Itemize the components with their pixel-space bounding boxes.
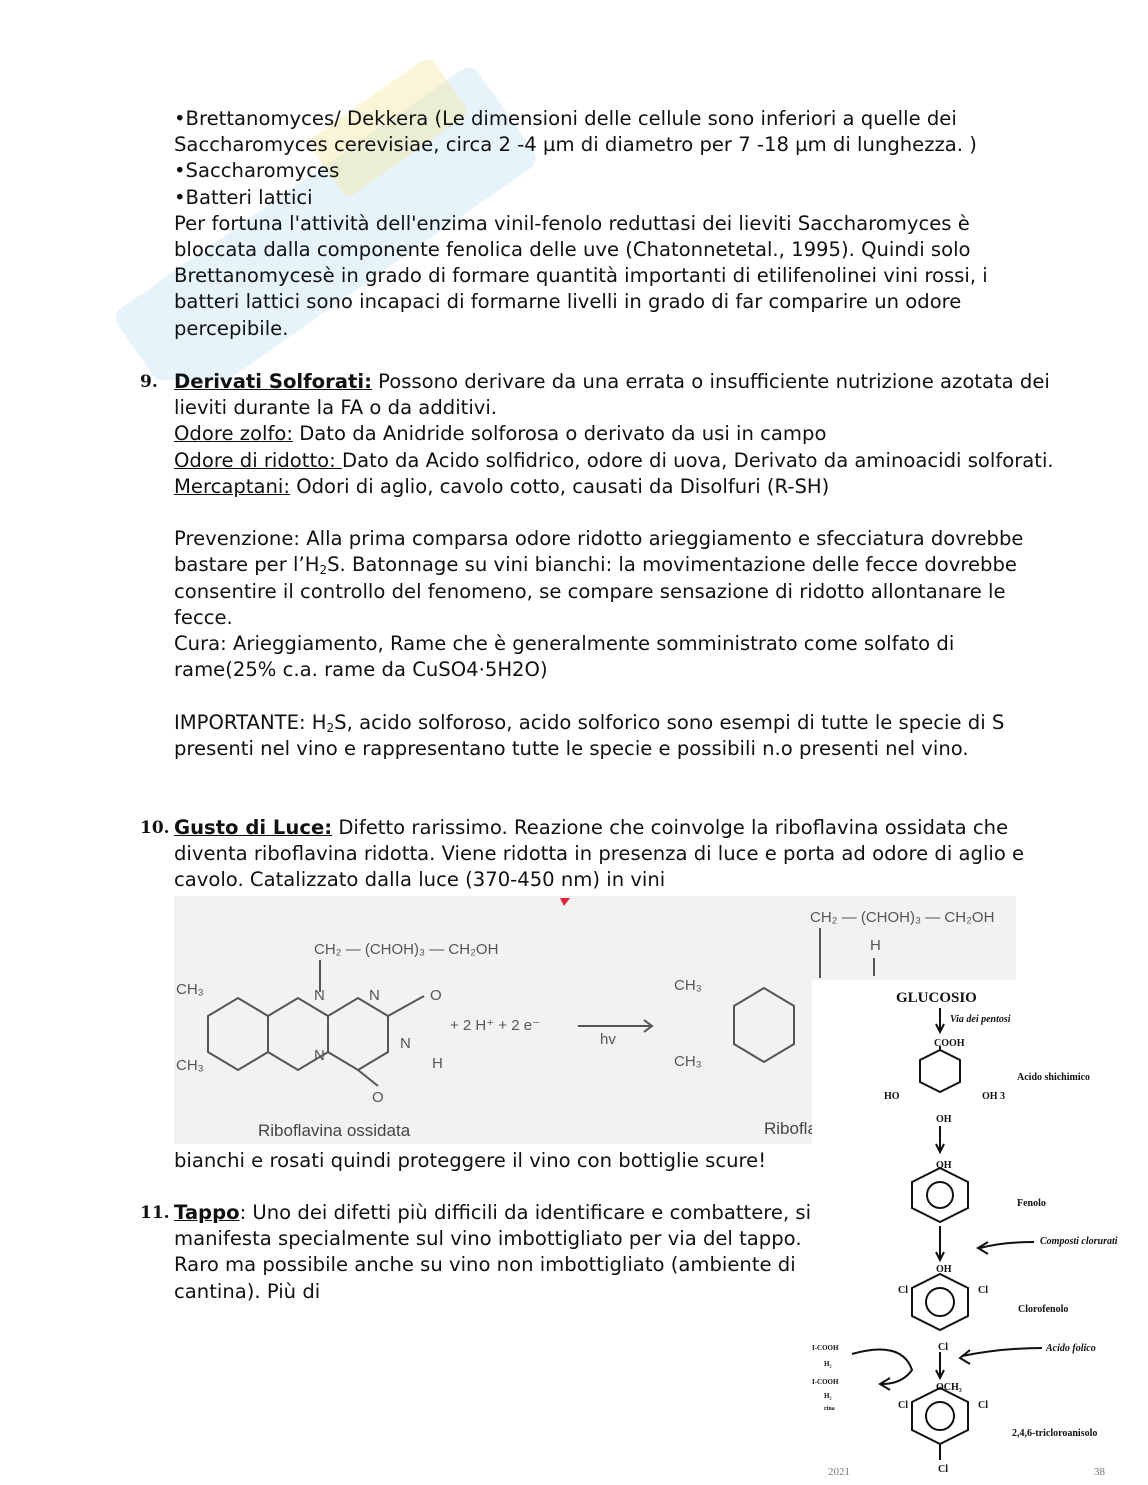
fig-glu-side-5: rina xyxy=(824,1406,835,1412)
fig-ribo-chain-left: CH₂ — (CHOH)₃ — CH₂OH xyxy=(314,941,499,958)
bullet-brettanomyces: •Brettanomyces/ Dekkera (Le dimensioni delle cellule sono inferiori a quelle dei Saccharomyces cerevisiae, circa 2 -4 µm di diametro per 7 -18 µm di lunghezza. ) xyxy=(174,107,977,157)
fig-ribo-h1: H xyxy=(432,1055,443,1072)
fig-glu-fenolo: Fenolo xyxy=(1017,1198,1046,1209)
fig-glu-acido-folico: Acido folico xyxy=(1046,1343,1096,1354)
odor-mercaptani-label: Mercaptani: xyxy=(174,474,290,498)
fig-glu-composti: Composti clorurati xyxy=(1040,1236,1118,1247)
fig-glu-title: GLUCOSIO xyxy=(896,990,977,1006)
important-text-a: IMPORTANTE: H xyxy=(174,710,327,734)
fig-ribo-o1: O xyxy=(430,987,442,1004)
fig-glu-cl5: Cl xyxy=(978,1400,988,1411)
odor-ridotto-label: Odore di ridotto: xyxy=(174,448,342,472)
odor-mercaptani-text: Odori di aglio, cavolo cotto, causati da Disolfuri (R-SH) xyxy=(289,474,830,498)
section-11-paragraph xyxy=(174,1200,814,1305)
fig-glu-ring-tca xyxy=(912,1388,968,1444)
fig-glu-pathway: Via dei pentosi xyxy=(950,1014,1011,1025)
prevention-subscript: 2 xyxy=(319,563,328,578)
fig-glu-side-3: I-COOH xyxy=(812,1378,839,1386)
section-10-paragraph xyxy=(174,815,1054,894)
fig-glu-cl4: Cl xyxy=(898,1400,908,1411)
fig-glu-ring-shikimic xyxy=(920,1050,960,1092)
fig-ribo-o2: O xyxy=(372,1089,384,1106)
section-11-number: 11. xyxy=(140,1203,170,1223)
intro-block xyxy=(174,106,1054,342)
fig-glu-side-2: H₂ xyxy=(824,1360,832,1368)
section-10-continuation: bianchi e rosati quindi proteggere il vino con bottiglie scure! xyxy=(174,1149,767,1172)
fig-glu-shikimic: Acido shichimico xyxy=(1017,1072,1091,1083)
fig-ribo-ch3-1: CH₃ xyxy=(176,981,204,998)
fig-ribo-ch3-2: CH₃ xyxy=(176,1057,204,1074)
fig-ribo-n6: N xyxy=(812,1045,823,1062)
fig-glu-oh3: OH 3 xyxy=(982,1091,1006,1102)
section-10-text: Difetto rarissimo. Reazione che coinvolge la riboflavina ossidata che diventa riboflavina ridotta. Viene ridotta in presenza di luce e porta ad odore di aglio e cavolo. Catalizzato dalla luce (370-450 nm) in vini xyxy=(174,816,1025,892)
odor-ridotto-text: Dato da Acido solfidrico, odore di uova, Derivato da aminoacidi solforati. xyxy=(341,448,1054,472)
fig-ribo-ring-c xyxy=(328,998,388,1070)
section-9-title: Derivati Solforati: xyxy=(174,370,372,393)
section-11-text: : Uno dei difetti più difficili da identificare e combattere, si manifesta specialmente sul vino imbottigliato per via del tappo. Raro ma possibile anche su vino non imbottigliato (ambiente di cantina). Più di xyxy=(174,1201,812,1303)
fig-ribo-chain-right: CH₂ — (CHOH)₃ — CH₂OH xyxy=(810,909,995,926)
fig-glu-tca: 2,4,6-tricloroanisolo xyxy=(1012,1428,1098,1439)
important-text-b: S, acido solforoso, acido solforico sono esempi di tutte le specie di S presenti nel vino e rappresentano tutte le specie e possibili n.o presenti nel vino. xyxy=(174,710,1005,760)
fig-ribo-h2: H xyxy=(870,937,881,954)
fig-glu-oh2: OH xyxy=(936,1160,952,1171)
intro-paragraph: Per fortuna l'attività dell'enzima vinil-fenolo reduttasi dei lieviti Saccharomyces è bloccata dalla componente fenolica delle uve (Chatonnetetal., 1995). Quindi solo Brettanomycesè in grado di formare quantità importanti di etilifenolinei vini rossi, i batteri lattici sono incapaci di formarne livelli in grado di far comparire un odore percepibile. xyxy=(174,211,988,340)
fig-ribo-ring-d xyxy=(734,988,794,1062)
fig-ribo-reagents: + 2 H⁺ + 2 e⁻ xyxy=(450,1017,541,1034)
important-subscript: 2 xyxy=(326,720,335,735)
glucose-tca-pathway-figure xyxy=(812,980,1148,1480)
fig-ribo-n2: N xyxy=(369,987,380,1004)
section-11 xyxy=(174,1200,814,1305)
prevention-paragraph xyxy=(174,526,1054,631)
section-9 xyxy=(174,369,1054,762)
fig-ribo-n5: N xyxy=(812,981,823,998)
section-10-continuation-block xyxy=(174,1148,814,1174)
fig-ribo-ring-a xyxy=(208,998,268,1070)
footer-page-number: 38 xyxy=(1094,1466,1105,1478)
odor-mercaptani xyxy=(174,474,1054,500)
section-9-number: 9. xyxy=(140,372,158,392)
fig-glu-cl6: Cl xyxy=(938,1464,948,1475)
odor-zolfo xyxy=(174,421,1054,447)
fig-ribo-ch3-4: CH₃ xyxy=(674,1053,702,1070)
fig-ribo-hv: hv xyxy=(600,1031,616,1048)
section-10-number: 10. xyxy=(140,818,170,838)
section-10-title: Gusto di Luce: xyxy=(174,816,333,839)
section-10 xyxy=(174,815,1054,894)
fig-ribo-n3: N xyxy=(314,1047,325,1064)
bullet-batteri-lattici: •Batteri lattici xyxy=(174,185,313,209)
odor-zolfo-label: Odore zolfo: xyxy=(174,422,293,446)
odor-ridotto xyxy=(174,448,1054,474)
important-paragraph xyxy=(174,710,1054,762)
prevention-text-a: Prevenzione: Alla prima comparsa odore ridotto arieggiamento e sfecciatura dovrebbe bastare per l’H xyxy=(174,527,1024,577)
fig-glu-cl2: Cl xyxy=(978,1285,988,1296)
footer-year: 2021 xyxy=(828,1466,850,1478)
fig-glu-ho: HO xyxy=(884,1091,900,1102)
odor-zolfo-text: Dato da Anidride solforosa o derivato da usi in campo xyxy=(292,422,827,446)
section-9-intro-text: Possono derivare da una errata o insufficiente nutrizione azotata dei lieviti durante la FA o da additivi. xyxy=(174,370,1050,420)
fig-glu-cooh: COOH xyxy=(934,1038,965,1049)
fig-glu-side-1: I-COOH xyxy=(812,1344,839,1352)
fig-glu-cl1: Cl xyxy=(898,1285,908,1296)
section-11-title: Tappo xyxy=(174,1201,240,1224)
fig-glu-cl3: Cl xyxy=(938,1342,948,1353)
fig-ribo-h3: H xyxy=(812,1085,823,1102)
fig-ribo-n1: N xyxy=(314,987,325,1004)
fig-ribo-label-oxidized: Riboflavina ossidata xyxy=(258,1121,411,1140)
fig-glu-ring-fenolo xyxy=(912,1168,968,1222)
fig-glu-clorofenolo: Clorofenolo xyxy=(1018,1304,1069,1315)
section-9-intro xyxy=(174,369,1054,421)
fig-ribo-n4: N xyxy=(400,1035,411,1052)
fig-glu-och3: OCH₃ xyxy=(936,1382,962,1393)
cure-paragraph: Cura: Arieggiamento, Rame che è generalmente somministrato come solfato di rame(25% c.a. rame da CuSO4·5H2O) xyxy=(174,632,955,682)
fig-ribo-ch3-3: CH₃ xyxy=(674,977,702,994)
fig-ribo-label-reduced: Ribofla xyxy=(764,1119,817,1138)
fig-glu-ring-clorofenolo xyxy=(912,1274,968,1330)
prevention-text-b: S. Batonnage su vini bianchi: la movimentazione delle fecce dovrebbe consentire il controllo del fenomeno, se compare sensazione di ridotto allontanare le fecce. xyxy=(174,553,1017,629)
fig-glu-side-4: H₂ xyxy=(824,1392,832,1400)
bullet-saccharomyces: •Saccharomyces xyxy=(174,159,340,183)
fig-glu-oh1: OH xyxy=(936,1114,952,1125)
fig-glu-oh4: OH xyxy=(936,1264,952,1275)
